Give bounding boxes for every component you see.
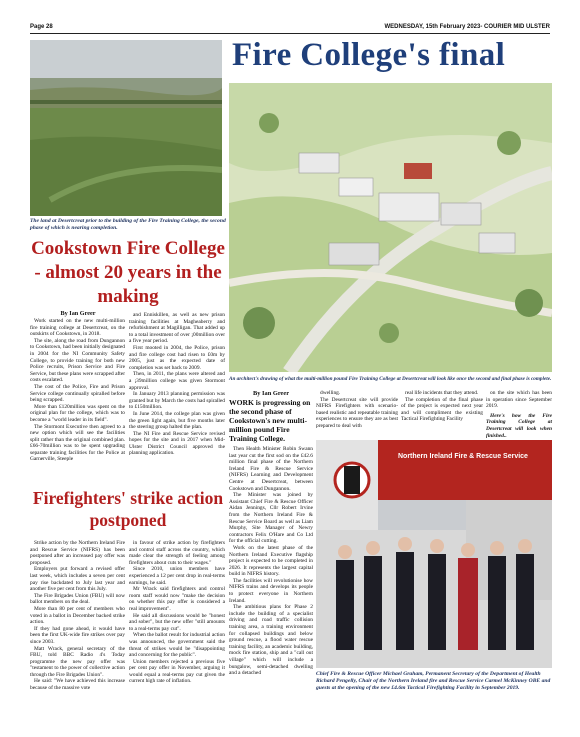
story3-para: Work on the latest phase of the Northern Ireland Executive flagship project is expected to be completed in 2026. It represents the largest capital build in NIFRS history. (229, 544, 313, 578)
main-headline: Fire College's final (232, 37, 506, 73)
page-number: Page 28 (30, 24, 53, 30)
land-photo (30, 40, 222, 216)
story1-column-1 (30, 318, 125, 463)
story2-para: He said: "We have achieved this increase because of the massive vote (30, 678, 125, 692)
story2-para: When the ballot result for industrial action was announced, the government said the threat of strikes would be "disappointing and concerning for the public". (129, 632, 225, 659)
story1-para: Work started on the new multi-million fire training college at Desertcreat, on the outskirts of Cookstown, in 2018. (30, 318, 125, 338)
story2-para: Mr Wrack said firefighters and control room staff would now "make the decision on whether this pay offer is considered a real improvement". (129, 586, 225, 612)
story2-para: More than 80 per cent of members who voted in a ballot in December backed strike action. (30, 605, 125, 626)
story1-para: The cost of the Police, Fire and Prison Service college continually spiralled before being scrapped. (30, 383, 125, 404)
story1-para: Then, in 2011, the plans were altered and a ¡39million college was given Stormont approval. (129, 371, 225, 391)
story2-para: Employers put forward a revised offer last week, which includes a seven per cent pay rise backdated to July last year and another five per cent from this July. (30, 566, 125, 593)
story1-byline: By Ian Greer (60, 310, 96, 317)
fire-service-sign: Northern Ireland Fire & Rescue Service (398, 453, 528, 460)
story3-para: The completion of the final phase of the project is expected next year and will compliment the existing Tactical Firefighting Facility (401, 396, 483, 423)
story2-headline: Firefighters' strike action postponed (32, 488, 224, 530)
land-photo-image (30, 40, 222, 216)
story1-para: In January 2013 planning permission was granted but by March the costs had spiralled to £150million. (129, 391, 225, 411)
story3-para: The Minister was joined by Assistant Chief Fire & Rescue Officer Aidan Jennings, Cllr Robert Irvine from the Northern Ireland Fire & Rescue Service Board as well as Liam Murphy, Site Manager of Newry contractors Felix O'Hare and Co Ltd for the official cutting. (229, 492, 313, 545)
story3-column-1 (229, 446, 313, 677)
story1-para: and Enniskillen, as well as new prison training facilities at Magheaberry and refurbishment at Magilligan. That added up to a total investment of over ¡00million over a five year period. (129, 312, 225, 345)
story1-para: The site, along the road from Dungannon to Cookstown, had been initially designated in 2004 for the NI Community Safety College, to provide training for both new Police recruits, Prison Service and Fire Service, but these plans were scrapped after costs escalated. (30, 337, 125, 384)
story1-column-2 (129, 312, 225, 457)
story2-para: in favour of strike action by firefighters and control staff across the country, which made clear the strength of feeling among firefighters about cuts to their wages." (129, 540, 225, 566)
drawing-caption: An architect's drawing of what the multi-million pound Fire Training College at Desertcreat will look like once the second and final phase is complete. (229, 376, 552, 382)
story3-para: on the site which has been in operation since September 2019. (486, 390, 552, 410)
story3-byline: By Ian Greer (252, 390, 290, 397)
story3-lead-block (229, 390, 313, 443)
land-photo-caption: The land at Desertcreat prior to the building of the Fire Training College, the second phase of which is nearing completion. (30, 218, 226, 231)
story2-column-1 (30, 540, 125, 692)
story3-para: Then Health Minister Robin Swann last year cut the first sod on the £42.6 million final phase of the Northern Ireland Fire & Rescue Service (NIFRS) Learning and Development Centre at Desertcreat, between Cookstown and Dungannon. (229, 446, 313, 492)
opening-photo-caption: Chief Fire & Rescue Officer Michael Graham, Permanent Secretary of the Department of Health Richard Pengelly, Chair of the Northern Ireland fire and Rescue Service Carmel McKinney OBE and guests at the opening of the new £4.6m Tactical Firefighting Facility in September 2019. (316, 671, 551, 691)
story3-para: The ambitious plans for Phase 2 include the building of a specialist driving and road traffic collision training area, a training environment for collapsed buildings and below ground rescue, a flood water rescue training facility, an academic building, mock fire station, ship and a "call out village" which will include a bungalow, semi-detached dwelling and a detached (229, 604, 313, 677)
opening-photo (316, 440, 552, 668)
opening-photo-image (316, 440, 552, 668)
story2-para: Strike action by the Northern Ireland Fire and Rescue Service (NIFRS) has been postponed after an increased pay offer was proposed. (30, 540, 125, 566)
architect-drawing-image (229, 83, 552, 372)
story3-para: dwelling. (320, 390, 341, 396)
story1-headline: Cookstown Fire College - almost 20 years in the making (31, 238, 225, 307)
story2-para: Matt Wrack, general secretary of the FBU, told BBC Radio 4's Today programme the new pay offer was "testament to the power of collective action through the Fire Brigades Union". (30, 645, 125, 678)
story1-para: More than £120million was spent on the original plan for the college, which was to become a "world leader in its field". (30, 403, 125, 423)
story1-para: The NI Fire and Rescue Service revised hopes for the site and in 2017 when Mid-Ulster District Council approved the planning application. (129, 430, 225, 457)
architect-drawing (229, 83, 552, 372)
story3-column-3 (401, 390, 483, 423)
story1-para: First mooted in 2004, the Police, prison and fire college cost had risen to £0m by 2005, just as the expected date of completion was set back to 2009. (129, 344, 225, 371)
story3-column-4 (486, 390, 552, 439)
edition-line: WEDNESDAY, 15th February 2023- COURIER MID ULSTER (384, 24, 550, 30)
story1-para: In June 2014, the college plan was given the green light again, but five months later the steering group halted the plan. (129, 410, 225, 431)
story3-closing: Here's how the Fire Training College at Desertcreat will look when finished.. (486, 412, 552, 439)
story3-lead: WORK is progressing on the second phase of Cookstown's new multi-million pound Fire Training College. (229, 398, 311, 443)
story2-para: If they had gone ahead, it would have been the first UK-wide fire strikes over pay since 2003. (30, 625, 125, 645)
header-rule (30, 33, 550, 34)
story2-para: The Fire Brigades Union (FBU) will now ballot members on the deal. (30, 592, 125, 606)
story3-para: real life incidents that they attend. (405, 390, 479, 396)
story3-column-2 (316, 390, 398, 430)
story3-para: The Desertcreat site will provide NIFRS Firefighters with scenario-based realistic and repeatable training experiences to ensure they are as best prepared to deal with (316, 396, 398, 429)
story2-para: Union members rejected a previous five per cent pay offer in November, arguing it would equal a real-terms pay cut given the current high rate of inflation. (129, 658, 225, 685)
story1-para: The Stormont Executive then agreed to a new option which will see the facilities split rather than the original combined plan. £66-70million was to be spent upgrading separate training facilities for the Police at Garnerville, Steeple (30, 423, 125, 463)
story2-column-2 (129, 540, 225, 685)
story2-para: Since 2010, union members have experienced a 12 per cent drop in real-terms earnings, he said. (129, 566, 225, 586)
story3-para: The facilities will revolutionise how NIFRS trains and develops its people to protect everyone in Northern Ireland. (229, 577, 313, 604)
story2-para: He said all discussions would be "honest and sober", but the new offer "still amounts to a real-terms pay cut". (129, 612, 225, 632)
